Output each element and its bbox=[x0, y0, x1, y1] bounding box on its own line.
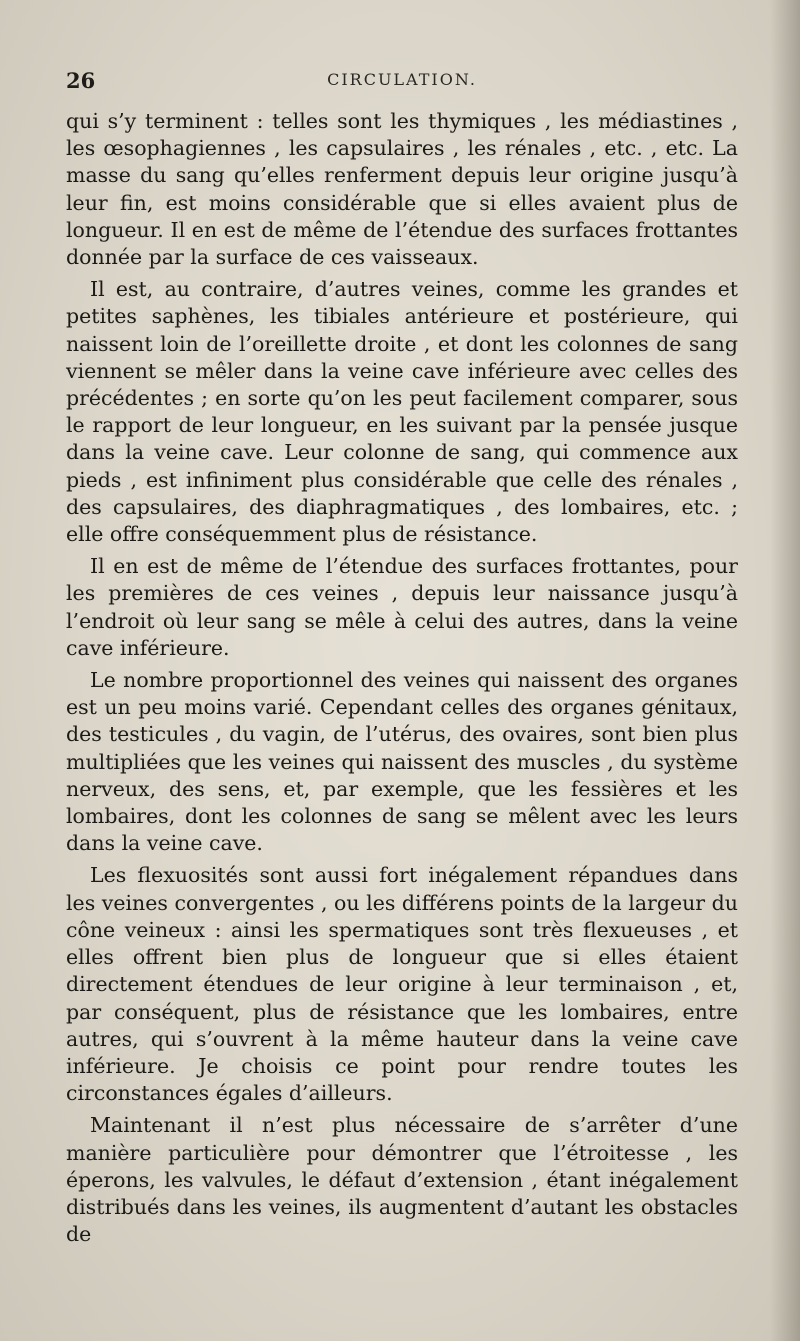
running-title: CIRCULATION. bbox=[327, 70, 477, 89]
paragraph-5: Les flexuosités sont aussi fort inégalement répandues dans les veines convergentes , ou les différens points de la largeur du cône veineux : ainsi les spermatiques sont très flexueuses , et elles offrent bien plus de longueur que si elles étaient directement étendues de leur origine à leur terminaison , et, par conséquent, plus de résistance que les lombaires, entre autres, qui s’ouvrent à la même hauteur dans la veine cave inférieure. Je choisis ce point pour rendre toutes les circonstances égales d’ailleurs. bbox=[66, 863, 738, 1106]
body-text bbox=[66, 108, 738, 1253]
paragraph-6: Maintenant il n’est plus nécessaire de s’arrêter d’une manière particulière pour démontrer que l’étroitesse , les éperons, les valvules, le défaut d’extension , étant inégalement distribués dans les veines, ils augmentent d’autant les obstacles de bbox=[66, 1113, 738, 1247]
paragraph-1: qui s’y terminent : telles sont les thymiques , les médiastines , les œsophagiennes , les capsulaires , les rénales , etc. , etc. La masse du sang qu’elles renferment depuis leur origine jusqu’à leur fin, est moins considérable que si elles avaient plus de longueur. Il en est de même de l’étendue des surfaces frottantes donnée par la surface de ces vaisseaux. bbox=[66, 109, 738, 270]
paragraph-3: Il en est de même de l’étendue des surfaces frottantes, pour les premières de ces veines , depuis leur naissance jusqu’à l’endroit où leur sang se mêle à celui des autres, dans la veine cave inférieure. bbox=[66, 554, 738, 660]
paragraph-4: Le nombre proportionnel des veines qui naissent des organes est un peu moins varié. Cependant celles des organes génitaux, des testicules , du vagin, de l’utérus, des ovaires, sont bien plus multipliées que les veines qui naissent des muscles , du système nerveux, des sens, et, par exemple, que les fessières et les lombaires, dont les colonnes de sang se mêlent avec les leurs dans la veine cave. bbox=[66, 668, 738, 856]
running-head bbox=[66, 68, 738, 104]
page-number: 26 bbox=[66, 68, 96, 93]
paragraph-2: Il est, au contraire, d’autres veines, comme les grandes et petites saphènes, les tibiales antérieure et postérieure, qui naissent loin de l’oreillette droite , et dont les colonnes de sang viennent se mêler dans la veine cave inférieure avec celles des précédentes ; en sorte qu’on les peut facilement comparer, sous le rapport de leur longueur, en les suivant par la pensée jusque dans la veine cave. Leur colonne de sang, qui commence aux pieds , est infiniment plus considérable que celle des rénales , des capsulaires, des diaphragmatiques , des lombaires, etc. ; elle offre conséquemment plus de résistance. bbox=[66, 277, 738, 547]
